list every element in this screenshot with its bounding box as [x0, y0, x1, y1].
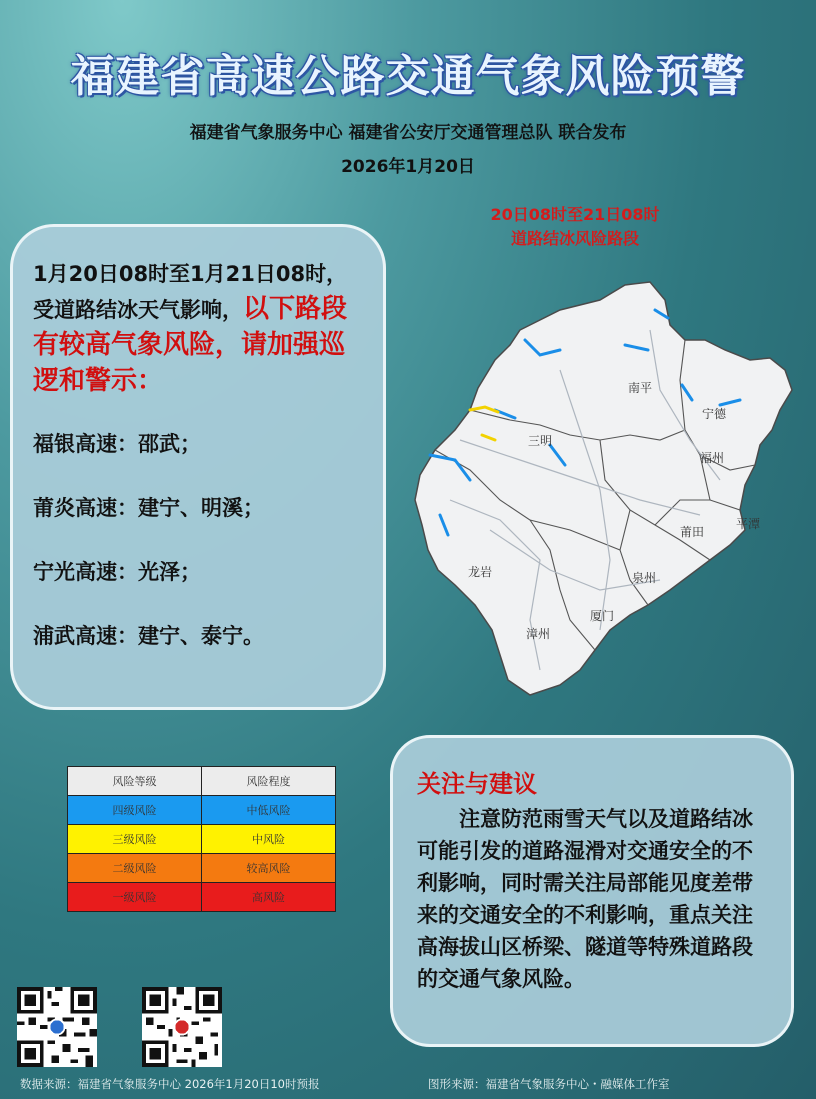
list-item: 福银高速：邵武； — [33, 432, 201, 456]
city-label-xiamen: 厦门 — [590, 609, 615, 623]
advice-title: 关注与建议 — [417, 770, 537, 798]
legend-header-level: 风险等级 — [68, 767, 202, 796]
legend-level: 三级风险 — [68, 825, 202, 854]
advice-panel — [390, 735, 794, 1047]
city-label-nanping: 南平 — [628, 381, 653, 395]
graphic-source: 图形来源：福建省气象服务中心・融媒体工作室 — [428, 1077, 670, 1091]
map-caption — [440, 203, 710, 251]
table-row — [68, 854, 336, 883]
page-title: 福建省高速公路交通气象风险预警 — [70, 51, 746, 102]
city-label-ningde: 宁德 — [702, 407, 727, 421]
city-label-zhangzhou: 漳州 — [526, 627, 551, 641]
notice-lead-warning: 以下路段有较高气象风险，请加强巡逻和警示： — [33, 294, 348, 396]
city-label-quanzhou: 泉州 — [632, 571, 657, 585]
city-label-pingtan: 平潭 — [736, 517, 761, 531]
list-item: 莆炎高速：建宁、明溪； — [33, 496, 264, 520]
issue-date: 2026年1月20日 — [341, 157, 475, 177]
map-caption-subject: 道路结冰风险路段 — [510, 229, 639, 248]
table-row — [68, 825, 336, 854]
map-caption-time: 20日08时至21日08时 — [490, 205, 660, 224]
table-row — [68, 883, 336, 912]
risk-legend — [67, 766, 336, 912]
list-item: 宁光高速：光泽； — [33, 560, 201, 584]
table-row — [68, 796, 336, 825]
legend-degree: 较高风险 — [202, 854, 336, 883]
data-source: 数据来源：福建省气象服务中心 2026年1月20日10时预报 — [20, 1077, 320, 1091]
legend-header-row — [68, 767, 336, 796]
legend-degree: 中低风险 — [202, 796, 336, 825]
legend-level: 四级风险 — [68, 796, 202, 825]
qr-code-weather-service[interactable] — [17, 987, 97, 1067]
city-label-fuzhou: 福州 — [700, 451, 725, 465]
notice-lead-text: 1月20日08时至1月21日08时，受道路结冰天气影响， — [33, 262, 348, 322]
issuer-line: 福建省气象服务中心 福建省公安厅交通管理总队 联合发布 — [189, 123, 627, 143]
province-outline — [415, 282, 792, 695]
notice-lead — [33, 257, 367, 400]
legend-degree: 中风险 — [202, 825, 336, 854]
list-item: 浦武高速：建宁、泰宁。 — [33, 624, 264, 648]
advice-text: 注意防范雨雪天气以及道路结冰可能引发的道路湿滑对交通安全的不利影响，同时需关注局部能见度差带来的交通安全的不利影响，重点关注高海拔山区桥梁、隧道等特殊道路段的交通气象风险。 — [417, 807, 753, 991]
city-label-sanming: 三明 — [528, 434, 553, 448]
qr-code-traffic-police[interactable] — [142, 987, 222, 1067]
fujian-risk-map — [400, 270, 810, 700]
legend-degree: 高风险 — [202, 883, 336, 912]
legend-level: 二级风险 — [68, 854, 202, 883]
legend-level: 一级风险 — [68, 883, 202, 912]
city-label-longyan: 龙岩 — [468, 565, 493, 579]
risk-road-list — [33, 428, 367, 650]
notice-panel — [10, 224, 386, 710]
city-label-putian: 莆田 — [680, 525, 705, 539]
legend-header-degree: 风险程度 — [202, 767, 336, 796]
